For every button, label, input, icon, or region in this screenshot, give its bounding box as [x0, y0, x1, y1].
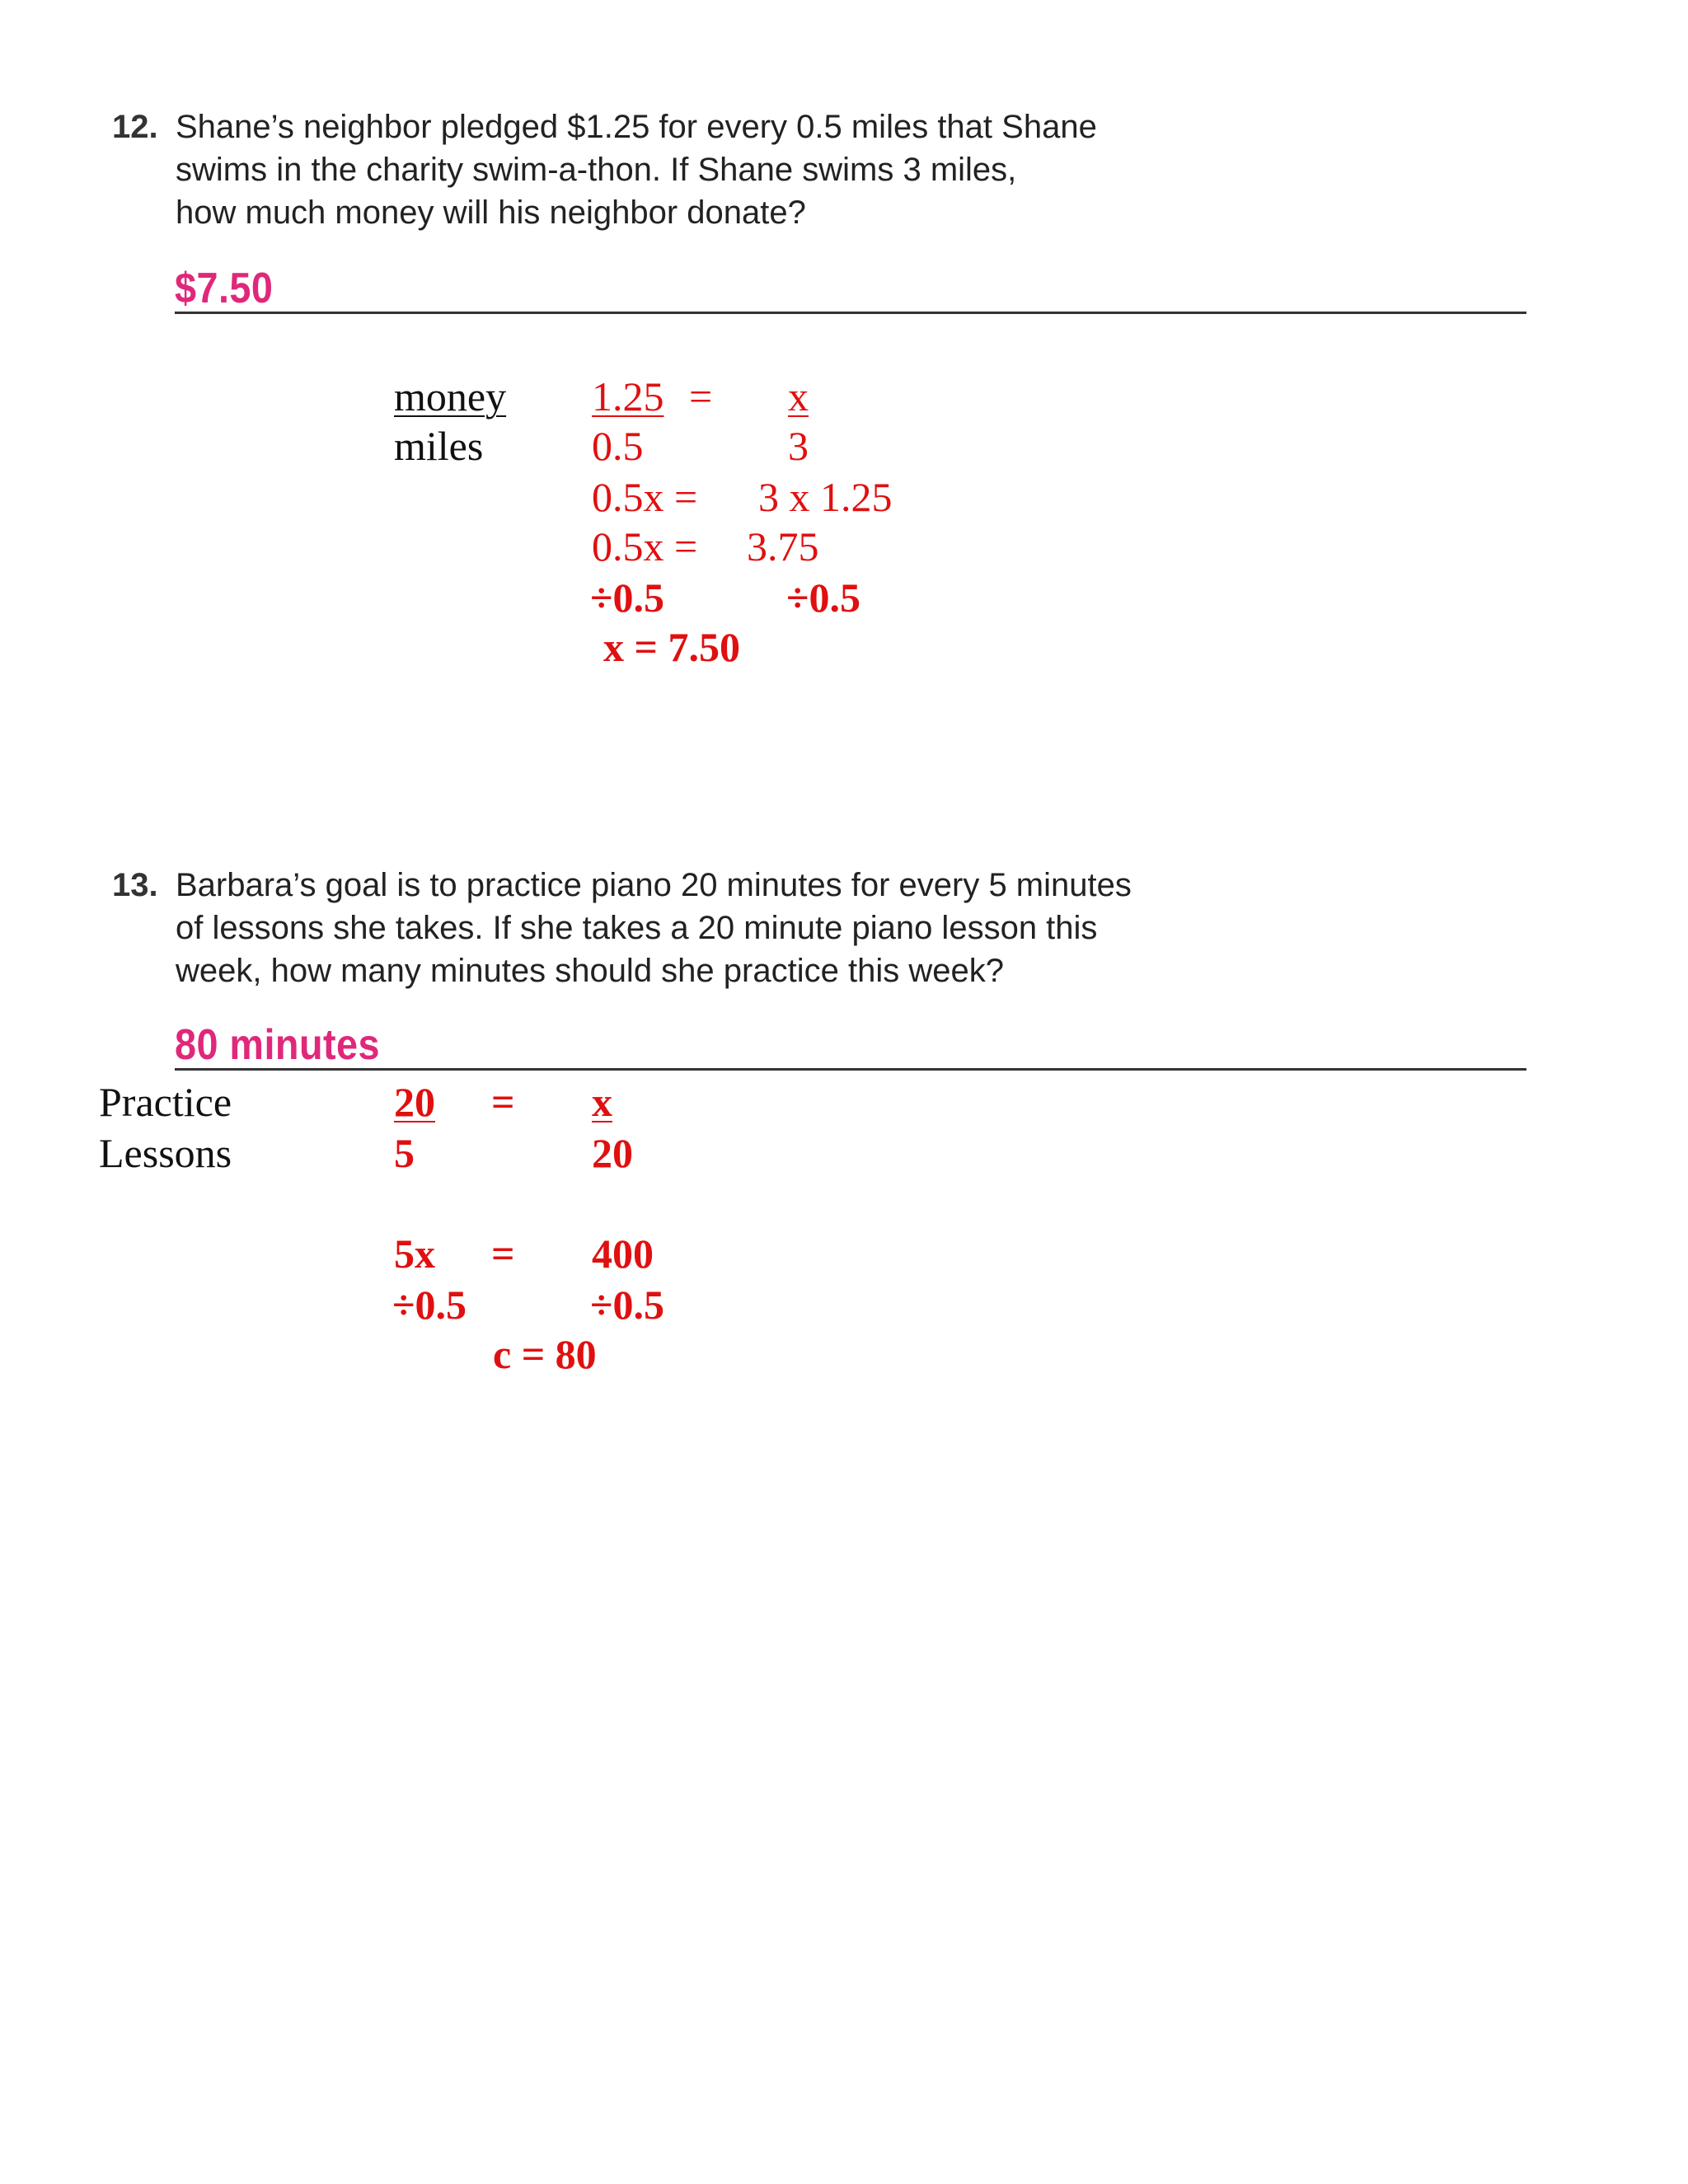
ratio-label-bottom: miles [394, 423, 484, 469]
ratio-right-denominator: 3 [788, 423, 809, 469]
step-2-right: 3.75 [747, 523, 819, 569]
ratio-left-denominator: 0.5 [592, 423, 644, 469]
ratio-label-bottom: Lessons [99, 1130, 232, 1176]
answer-value: $7.50 [175, 265, 274, 312]
step-1-right: 400 [592, 1230, 654, 1277]
answer-underline [175, 312, 1526, 314]
divide-right: ÷0.5 [590, 1282, 664, 1328]
problem-text-line: Barbara’s goal is to practice piano 20 minutes for every 5 minutes [176, 867, 1132, 903]
divide-left: ÷0.5 [392, 1282, 467, 1328]
answer-value: 80 minutes [175, 1021, 380, 1069]
problem-text-line: how much money will his neighbor donate? [176, 194, 806, 231]
ratio-label-top: money [394, 373, 507, 419]
step-1-left: 0.5x = [592, 474, 698, 520]
divide-left: ÷0.5 [590, 574, 664, 621]
result: x = 7.50 [603, 624, 740, 670]
result: c = 80 [493, 1331, 597, 1377]
problem-number: 13. [112, 867, 158, 903]
ratio-label-top: Practice [99, 1079, 232, 1125]
ratio-left-denominator: 5 [394, 1130, 415, 1176]
ratio-left-numerator: 20 [394, 1079, 435, 1125]
ratio-right-numerator: x [788, 373, 809, 419]
ratio-right-numerator: x [592, 1079, 612, 1125]
step-1-left: 5x [394, 1230, 435, 1277]
ratio-equals: = [491, 1079, 515, 1125]
step-2-left: 0.5x = [592, 523, 698, 569]
problem-text-line: Shane’s neighbor pledged $1.25 for every 0.5 miles that Shane [176, 109, 1097, 145]
answer-underline [175, 1068, 1526, 1071]
problem-text-line: swims in the charity swim-a-thon. If Shane swims 3 miles, [176, 152, 1017, 188]
divide-right: ÷0.5 [786, 574, 860, 621]
ratio-right-denominator: 20 [592, 1130, 633, 1176]
problem-number: 12. [112, 109, 158, 145]
problem-text-line: of lessons she takes. If she takes a 20 minute piano lesson this [176, 910, 1098, 946]
ratio-left-numerator: 1.25 [592, 373, 664, 419]
problem-text-line: week, how many minutes should she practice this week? [176, 953, 1004, 989]
ratio-equals: = [689, 373, 713, 419]
step-1-equals: = [491, 1230, 515, 1277]
step-1-right: 3 x 1.25 [758, 474, 893, 520]
